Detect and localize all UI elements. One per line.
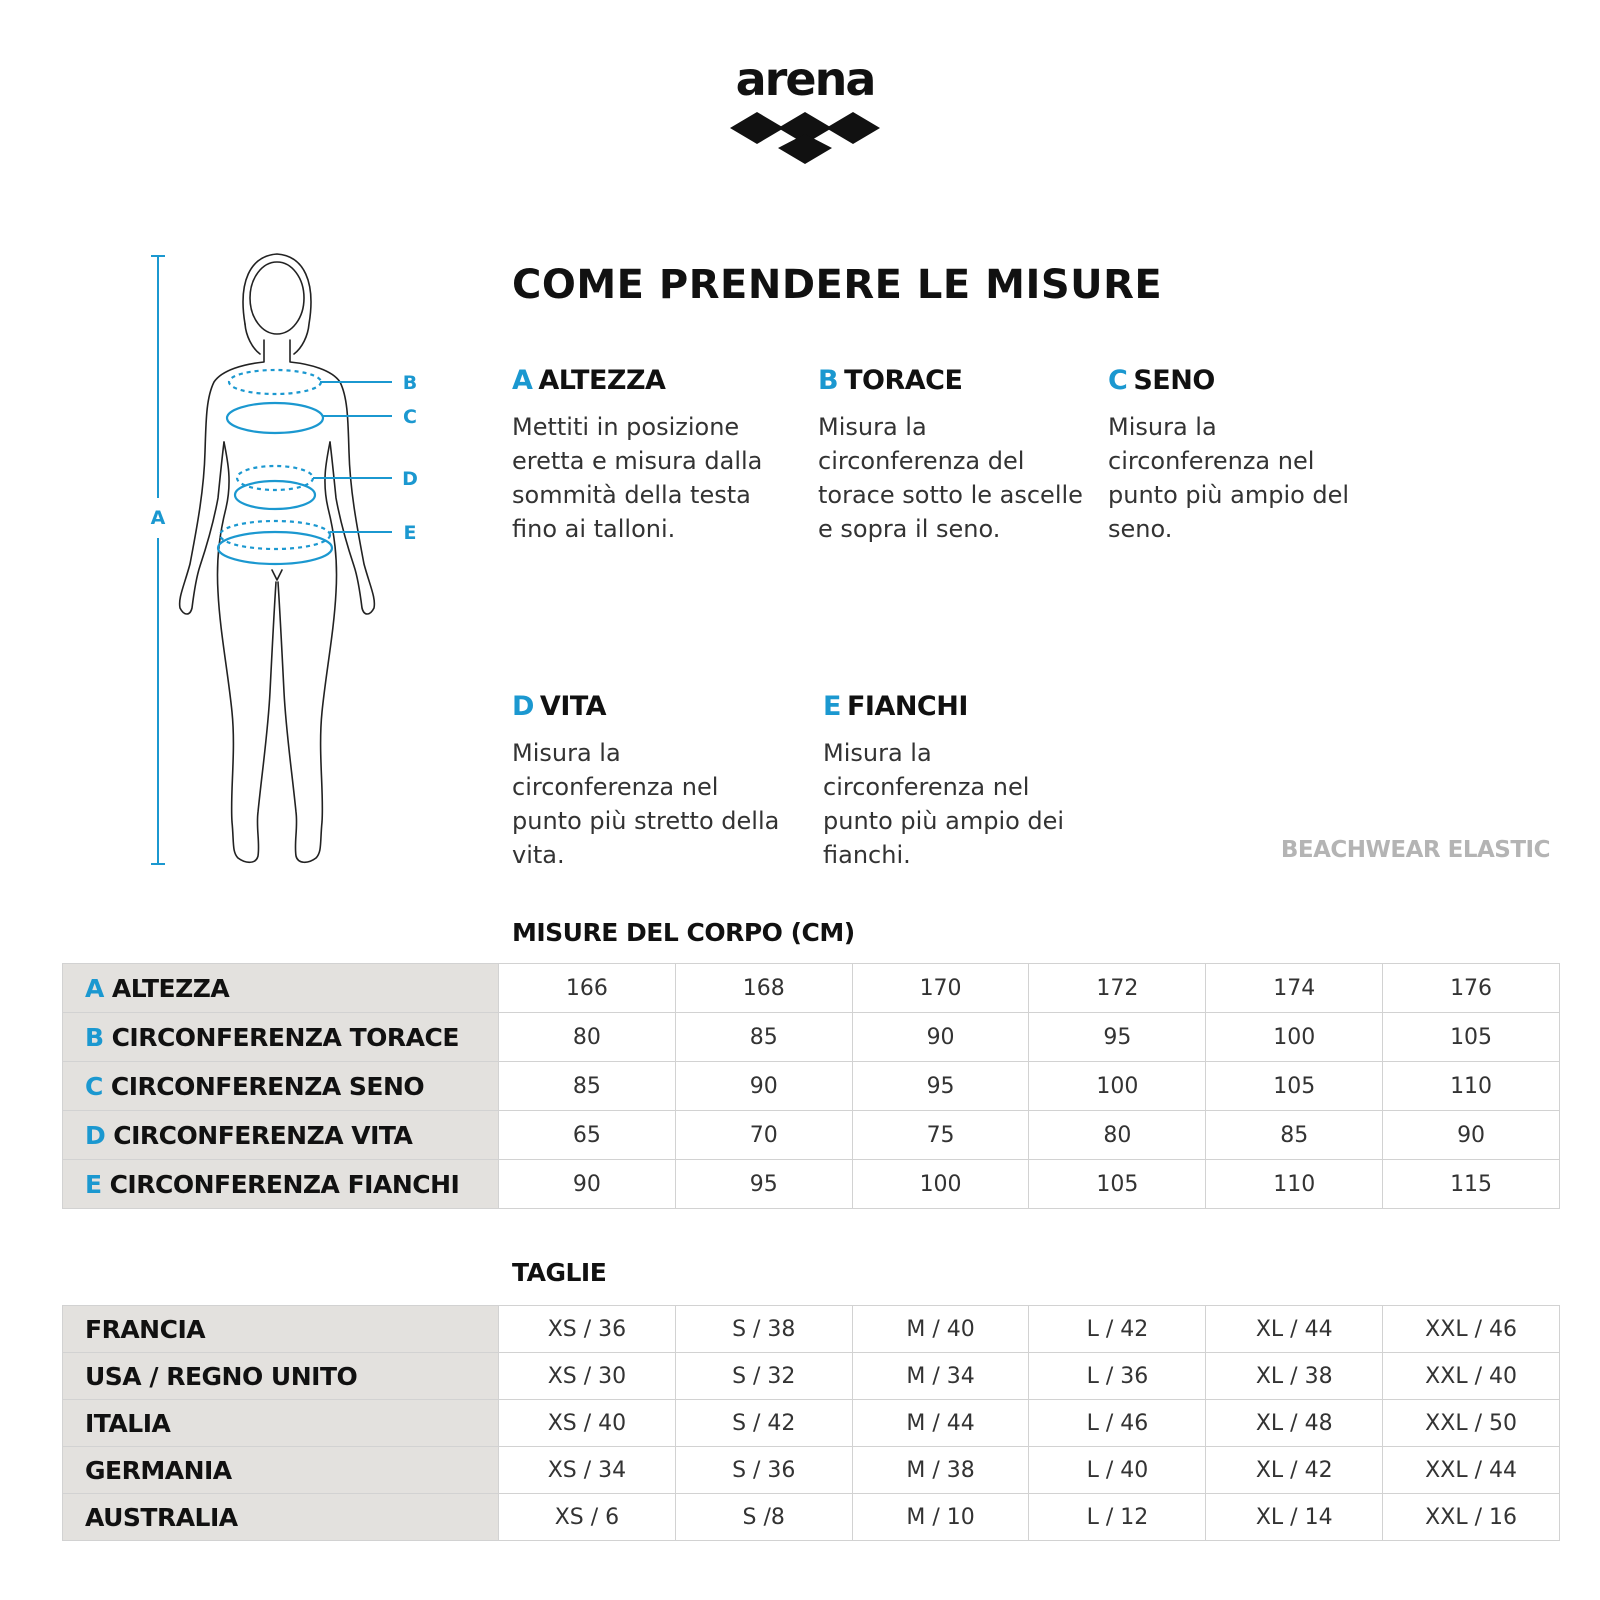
table-cell: XL / 44 bbox=[1206, 1306, 1383, 1353]
figure-label-a: A bbox=[150, 507, 166, 529]
figure-label-c: C bbox=[403, 406, 417, 428]
table-cell: 115 bbox=[1383, 1160, 1560, 1209]
table-cell: 174 bbox=[1206, 964, 1383, 1013]
measure-a-letter: A bbox=[512, 365, 533, 396]
sizes-table-title: TAGLIE bbox=[512, 1258, 607, 1287]
figure-label-d: D bbox=[402, 468, 418, 490]
table-cell: 70 bbox=[675, 1111, 852, 1160]
body-diagram bbox=[140, 252, 440, 892]
measure-e-name: FIANCHI bbox=[846, 691, 968, 722]
table-cell: M / 34 bbox=[852, 1353, 1029, 1400]
table-cell: XL / 48 bbox=[1206, 1400, 1383, 1447]
table-cell: 85 bbox=[675, 1013, 852, 1062]
table-cell: 168 bbox=[675, 964, 852, 1013]
table-cell: 75 bbox=[852, 1111, 1029, 1160]
table-row bbox=[63, 1111, 1560, 1160]
table-cell: 95 bbox=[852, 1062, 1029, 1111]
measure-d-heading bbox=[512, 692, 782, 722]
table-cell: M / 40 bbox=[852, 1306, 1029, 1353]
row-letter: C bbox=[85, 1071, 103, 1101]
row-header bbox=[63, 1062, 499, 1111]
figure-label-b: B bbox=[402, 372, 418, 394]
brand-diamonds-icon bbox=[730, 108, 880, 168]
product-label: BEACHWEAR ELASTIC bbox=[1280, 837, 1550, 863]
table-cell: L / 42 bbox=[1029, 1306, 1206, 1353]
table-cell: 105 bbox=[1206, 1062, 1383, 1111]
row-header bbox=[63, 1013, 499, 1062]
sizes-table bbox=[62, 1305, 1560, 1541]
row-header: ITALIA bbox=[63, 1400, 499, 1447]
woman-outline bbox=[180, 254, 375, 862]
table-cell: XL / 42 bbox=[1206, 1447, 1383, 1494]
table-cell: M / 38 bbox=[852, 1447, 1029, 1494]
table-cell: 105 bbox=[1383, 1013, 1560, 1062]
table-cell: XS / 6 bbox=[499, 1494, 676, 1541]
page-title: COME PRENDERE LE MISURE bbox=[512, 262, 1163, 308]
table-cell: 90 bbox=[675, 1062, 852, 1111]
table-row bbox=[63, 1160, 1560, 1209]
table-cell: 85 bbox=[499, 1062, 676, 1111]
row-letter: D bbox=[85, 1120, 106, 1150]
table-cell: 65 bbox=[499, 1111, 676, 1160]
row-header: GERMANIA bbox=[63, 1447, 499, 1494]
measure-c-letter: C bbox=[1108, 365, 1128, 396]
table-cell: 105 bbox=[1029, 1160, 1206, 1209]
measure-d-block bbox=[512, 692, 782, 872]
table-cell: 100 bbox=[1206, 1013, 1383, 1062]
row-header bbox=[63, 1111, 499, 1160]
table-cell: XS / 34 bbox=[499, 1447, 676, 1494]
table-cell: M / 10 bbox=[852, 1494, 1029, 1541]
row-label: CIRCONFERENZA TORACE bbox=[111, 1022, 459, 1052]
measure-a-desc: Mettiti in posizione eretta e misura dalla sommità della testa fino ai talloni. bbox=[512, 413, 763, 543]
table-cell: 110 bbox=[1383, 1062, 1560, 1111]
row-label: CIRCONFERENZA FIANCHI bbox=[109, 1169, 460, 1199]
table-cell: S /8 bbox=[675, 1494, 852, 1541]
row-header bbox=[63, 1160, 499, 1209]
measure-e-heading bbox=[823, 692, 1093, 722]
measure-leader-lines bbox=[313, 382, 392, 532]
body-table-title: MISURE DEL CORPO (CM) bbox=[512, 918, 855, 947]
measure-c-heading bbox=[1108, 366, 1378, 396]
measure-a-name: ALTEZZA bbox=[538, 365, 666, 396]
row-label: CIRCONFERENZA VITA bbox=[113, 1120, 413, 1150]
row-letter: E bbox=[85, 1169, 102, 1199]
measure-a-block bbox=[512, 366, 782, 546]
row-header: USA / REGNO UNITO bbox=[63, 1353, 499, 1400]
measure-b-block bbox=[818, 366, 1088, 546]
table-cell: L / 12 bbox=[1029, 1494, 1206, 1541]
measure-c-desc: Misura la circonferenza nel punto più ampio del seno. bbox=[1108, 413, 1350, 543]
table-cell: XXL / 44 bbox=[1383, 1447, 1560, 1494]
table-row bbox=[63, 1353, 1560, 1400]
table-cell: L / 40 bbox=[1029, 1447, 1206, 1494]
measure-d-letter: D bbox=[512, 691, 534, 722]
table-cell: 170 bbox=[852, 964, 1029, 1013]
table-cell: XXL / 40 bbox=[1383, 1353, 1560, 1400]
table-cell: L / 46 bbox=[1029, 1400, 1206, 1447]
table-row bbox=[63, 1306, 1560, 1353]
row-header: FRANCIA bbox=[63, 1306, 499, 1353]
table-cell: 90 bbox=[499, 1160, 676, 1209]
table-cell: 166 bbox=[499, 964, 676, 1013]
measure-c-block bbox=[1108, 366, 1378, 546]
table-cell: 80 bbox=[499, 1013, 676, 1062]
table-cell: 95 bbox=[675, 1160, 852, 1209]
row-letter: A bbox=[85, 973, 104, 1003]
table-cell: XL / 38 bbox=[1206, 1353, 1383, 1400]
table-row bbox=[63, 1400, 1560, 1447]
measure-b-desc: Misura la circonferenza del torace sotto le ascelle e sopra il seno. bbox=[818, 413, 1083, 543]
table-cell: XS / 40 bbox=[499, 1400, 676, 1447]
table-row bbox=[63, 964, 1560, 1013]
measure-rings bbox=[218, 370, 332, 564]
table-cell: S / 36 bbox=[675, 1447, 852, 1494]
table-cell: 110 bbox=[1206, 1160, 1383, 1209]
brand-wordmark: arena bbox=[735, 52, 875, 106]
height-measure-line bbox=[151, 256, 165, 864]
figure-label-e: E bbox=[403, 522, 417, 544]
measure-e-desc: Misura la circonferenza nel punto più ampio dei fianchi. bbox=[823, 739, 1065, 869]
row-header: AUSTRALIA bbox=[63, 1494, 499, 1541]
row-label: ALTEZZA bbox=[111, 973, 230, 1003]
table-cell: 100 bbox=[1029, 1062, 1206, 1111]
table-row bbox=[63, 1013, 1560, 1062]
body-measurements-table bbox=[62, 963, 1560, 1209]
table-cell: 100 bbox=[852, 1160, 1029, 1209]
table-cell: XXL / 16 bbox=[1383, 1494, 1560, 1541]
measure-e-block bbox=[823, 692, 1093, 872]
measure-b-letter: B bbox=[818, 365, 839, 396]
table-cell: 85 bbox=[1206, 1111, 1383, 1160]
brand-logo bbox=[730, 52, 880, 168]
table-row bbox=[63, 1494, 1560, 1541]
table-row bbox=[63, 1447, 1560, 1494]
measure-e-letter: E bbox=[823, 691, 841, 722]
table-cell: 90 bbox=[852, 1013, 1029, 1062]
measure-b-heading bbox=[818, 366, 1088, 396]
table-cell: XS / 36 bbox=[499, 1306, 676, 1353]
row-label: CIRCONFERENZA SENO bbox=[110, 1071, 425, 1101]
measure-b-name: TORACE bbox=[844, 365, 963, 396]
table-cell: S / 42 bbox=[675, 1400, 852, 1447]
measure-a-heading bbox=[512, 366, 782, 396]
table-cell: XL / 14 bbox=[1206, 1494, 1383, 1541]
table-cell: 90 bbox=[1383, 1111, 1560, 1160]
table-cell: 176 bbox=[1383, 964, 1560, 1013]
table-cell: 95 bbox=[1029, 1013, 1206, 1062]
table-cell: S / 38 bbox=[675, 1306, 852, 1353]
row-header bbox=[63, 964, 499, 1013]
table-cell: 172 bbox=[1029, 964, 1206, 1013]
row-letter: B bbox=[85, 1022, 104, 1052]
table-row bbox=[63, 1062, 1560, 1111]
table-cell: S / 32 bbox=[675, 1353, 852, 1400]
measure-d-desc: Misura la circonferenza nel punto più stretto della vita. bbox=[512, 739, 780, 869]
table-cell: XS / 30 bbox=[499, 1353, 676, 1400]
table-cell: XXL / 50 bbox=[1383, 1400, 1560, 1447]
table-cell: 80 bbox=[1029, 1111, 1206, 1160]
table-cell: M / 44 bbox=[852, 1400, 1029, 1447]
table-cell: L / 36 bbox=[1029, 1353, 1206, 1400]
measure-c-name: SENO bbox=[1133, 365, 1215, 396]
measure-d-name: VITA bbox=[539, 691, 607, 722]
table-cell: XXL / 46 bbox=[1383, 1306, 1560, 1353]
